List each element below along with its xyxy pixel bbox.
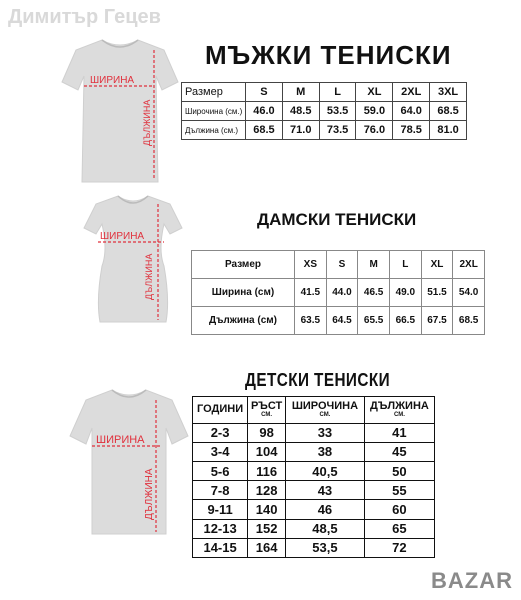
men-size: S (246, 83, 283, 102)
women-cell: 51.5 (421, 279, 453, 307)
women-size: 2XL (453, 251, 485, 279)
women-cell: 41.5 (295, 279, 327, 307)
men-size: XL (356, 83, 393, 102)
kids-cell: 55 (364, 481, 434, 500)
men-cell: 73.5 (319, 121, 356, 140)
kids-cell: 152 (248, 519, 286, 538)
kids-cell: 33 (286, 423, 365, 442)
men-row-label: Широчина (см.) (182, 102, 246, 121)
kids-row (193, 500, 435, 519)
men-shirt-illustration (60, 36, 180, 186)
kids-cell: 2-3 (193, 423, 248, 442)
kids-cell: 128 (248, 481, 286, 500)
women-size: M (358, 251, 390, 279)
kids-cell: 9-11 (193, 500, 248, 519)
women-cell: 63.5 (295, 307, 327, 335)
women-header-label: Размер (192, 251, 295, 279)
kids-header-age (193, 397, 248, 424)
women-cell: 66.5 (389, 307, 421, 335)
men-cell: 76.0 (356, 121, 393, 140)
kids-header-length (364, 397, 434, 424)
kids-width-label: ШИРИНА (96, 434, 145, 446)
kids-cell: 104 (248, 442, 286, 461)
bazar-logo: BAZAR (431, 568, 513, 593)
men-length-label: ДЪЛЖИНА (142, 99, 152, 146)
kids-cell: 43 (286, 481, 365, 500)
men-size-table (181, 82, 467, 140)
women-cell: 68.5 (453, 307, 485, 335)
women-shirt-body (84, 196, 182, 322)
women-size-table (191, 250, 485, 335)
men-header-row (182, 83, 467, 102)
kids-header-length-label: ДЪЛЖИНА (369, 400, 429, 413)
women-size: XS (295, 251, 327, 279)
kids-row (193, 538, 435, 557)
kids-cell: 116 (248, 462, 286, 481)
men-cell: 53.5 (319, 102, 356, 121)
kids-cell: 12-13 (193, 519, 248, 538)
men-width-label: ШИРИНА (90, 75, 135, 86)
men-cell: 68.5 (430, 102, 467, 121)
kids-row (193, 442, 435, 461)
kids-row (193, 481, 435, 500)
men-cell: 68.5 (246, 121, 283, 140)
kids-cell: 40,5 (286, 462, 365, 481)
kids-cell: 140 (248, 500, 286, 519)
women-shirt-illustration (78, 190, 188, 330)
women-cell: 65.5 (358, 307, 390, 335)
women-header-row (192, 251, 485, 279)
kids-length-label: ДЪЛЖИНА (144, 468, 155, 520)
men-cell: 78.5 (393, 121, 430, 140)
men-header-label: Размер (182, 83, 246, 102)
kids-row (193, 519, 435, 538)
men-size: L (319, 83, 356, 102)
men-row (182, 102, 467, 121)
kids-cell: 53,5 (286, 538, 365, 557)
men-row (182, 121, 467, 140)
kids-cell: 7-8 (193, 481, 248, 500)
women-width-label: ШИРИНА (100, 231, 145, 242)
kids-cell: 5-6 (193, 462, 248, 481)
kids-row (193, 462, 435, 481)
men-cell: 81.0 (430, 121, 467, 140)
kids-header-unit: СМ. (261, 412, 273, 419)
men-size: 3XL (430, 83, 467, 102)
men-title: МЪЖКИ ТЕНИСКИ (205, 40, 452, 70)
kids-header-width-label: ШИРОЧИНА (291, 400, 359, 413)
men-cell: 59.0 (356, 102, 393, 121)
women-cell: 46.5 (358, 279, 390, 307)
kids-header-width (286, 397, 365, 424)
kids-header-height-label: РЪСТ (250, 400, 283, 413)
kids-header-age-label: ГОДИНИ (197, 403, 244, 416)
kids-row (193, 423, 435, 442)
women-cell: 67.5 (421, 307, 453, 335)
kids-header-unit: СМ. (319, 412, 331, 419)
watermark: Димитър Гецев (8, 6, 161, 28)
kids-cell: 41 (364, 423, 434, 442)
kids-cell: 48,5 (286, 519, 365, 538)
women-title: ДАМСКИ ТЕНИСКИ (257, 210, 417, 229)
kids-title: ДЕТСКИ ТЕНИСКИ (245, 370, 391, 390)
kids-cell: 14-15 (193, 538, 248, 557)
kids-cell: 3-4 (193, 442, 248, 461)
kids-cell: 38 (286, 442, 365, 461)
kids-cell: 50 (364, 462, 434, 481)
women-cell: 54.0 (453, 279, 485, 307)
men-cell: 71.0 (282, 121, 319, 140)
kids-header-unit: СМ. (393, 412, 405, 419)
women-row-label: Ширина (см) (192, 279, 295, 307)
kids-cell: 65 (364, 519, 434, 538)
men-shirt-body (62, 40, 178, 182)
men-size: M (282, 83, 319, 102)
kids-header-height (248, 397, 286, 424)
kids-cell: 164 (248, 538, 286, 557)
men-cell: 64.0 (393, 102, 430, 121)
kids-header-row (193, 397, 435, 424)
women-row (192, 279, 485, 307)
women-size: S (326, 251, 358, 279)
kids-cell: 98 (248, 423, 286, 442)
women-row-label: Дължина (см) (192, 307, 295, 335)
men-cell: 48.5 (282, 102, 319, 121)
men-row-label: Дължина (см.) (182, 121, 246, 140)
men-size: 2XL (393, 83, 430, 102)
women-size: XL (421, 251, 453, 279)
women-cell: 44.0 (326, 279, 358, 307)
women-length-label: ДЪЛЖИНА (144, 253, 154, 300)
women-cell: 49.0 (389, 279, 421, 307)
women-row (192, 307, 485, 335)
kids-cell: 60 (364, 500, 434, 519)
kids-size-table (192, 396, 435, 558)
kids-cell: 45 (364, 442, 434, 461)
kids-shirt-body (70, 390, 188, 534)
women-cell: 64.5 (326, 307, 358, 335)
kids-cell: 72 (364, 538, 434, 557)
women-size: L (389, 251, 421, 279)
men-cell: 46.0 (246, 102, 283, 121)
kids-shirt-illustration (66, 384, 192, 544)
kids-cell: 46 (286, 500, 365, 519)
